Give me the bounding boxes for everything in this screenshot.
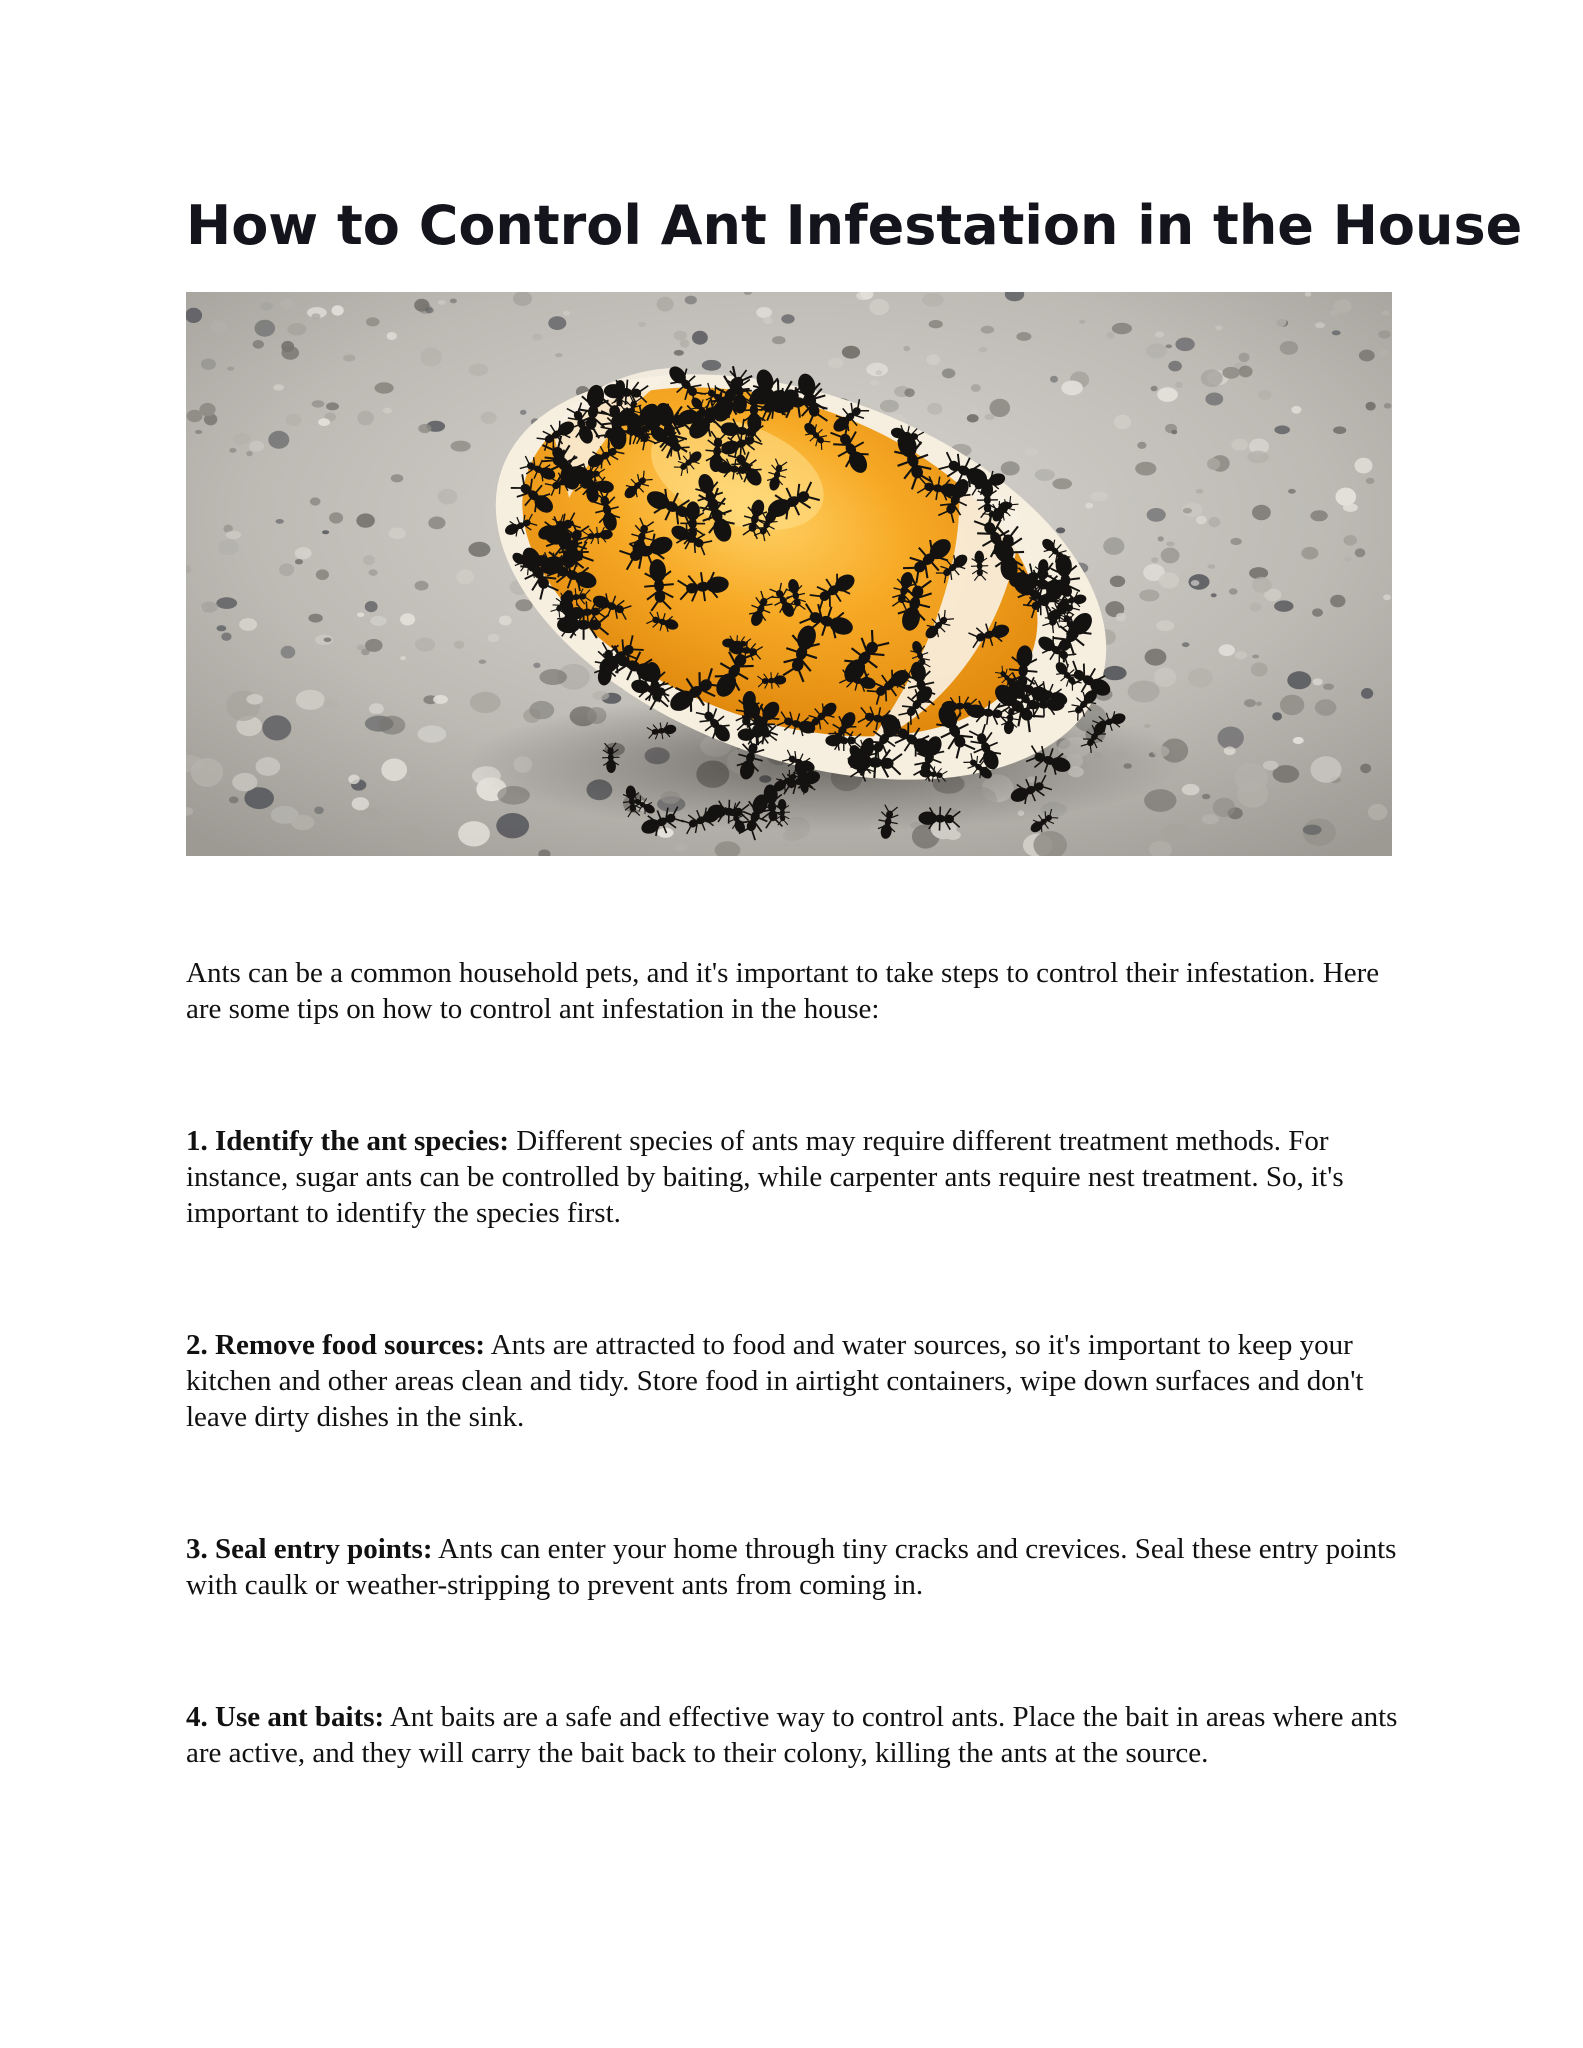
tip-heading: 1. Identify the ant species:	[186, 1125, 510, 1157]
tip-body: Different species of ants may require different treatment methods. For instance, sugar ants can be controlled by baiting, while carpenter ants require nest treatment. So, it's important to identify the species first.	[186, 1125, 1344, 1229]
tip-seal-entry-points	[186, 1531, 1406, 1603]
tip-heading: 2. Remove food sources:	[186, 1329, 486, 1361]
tip-use-ant-baits	[186, 1699, 1406, 1771]
tip-heading: 4. Use ant baits:	[186, 1701, 385, 1733]
tip-body: Ant baits are a safe and effective way to control ants. Place the bait in areas where ants are active, and they will carry the bait back to their colony, killing the ants at the source.	[186, 1701, 1398, 1769]
tip-heading: 3. Seal entry points:	[186, 1533, 433, 1565]
page-title: How to Control Ant Infestation in the House	[186, 194, 1523, 257]
intro-paragraph: Ants can be a common household pets, and it's important to take steps to control their infestation. Here are some tips on how to control ant infestation in the house:	[186, 957, 1380, 1025]
tip-body: Ants are attracted to food and water sources, so it's important to keep your kitchen and other areas clean and tidy. Store food in airtight containers, wipe down surfaces and don't leave dirty dishes in the sink.	[186, 1329, 1364, 1433]
tip-identify-species	[186, 1123, 1406, 1231]
tip-remove-food-sources	[186, 1327, 1406, 1435]
tip-body: Ants can enter your home through tiny cracks and crevices. Seal these entry points with caulk or weather-stripping to prevent ants from coming in.	[186, 1533, 1397, 1601]
ant-infested-fruit-photo	[186, 292, 1392, 856]
